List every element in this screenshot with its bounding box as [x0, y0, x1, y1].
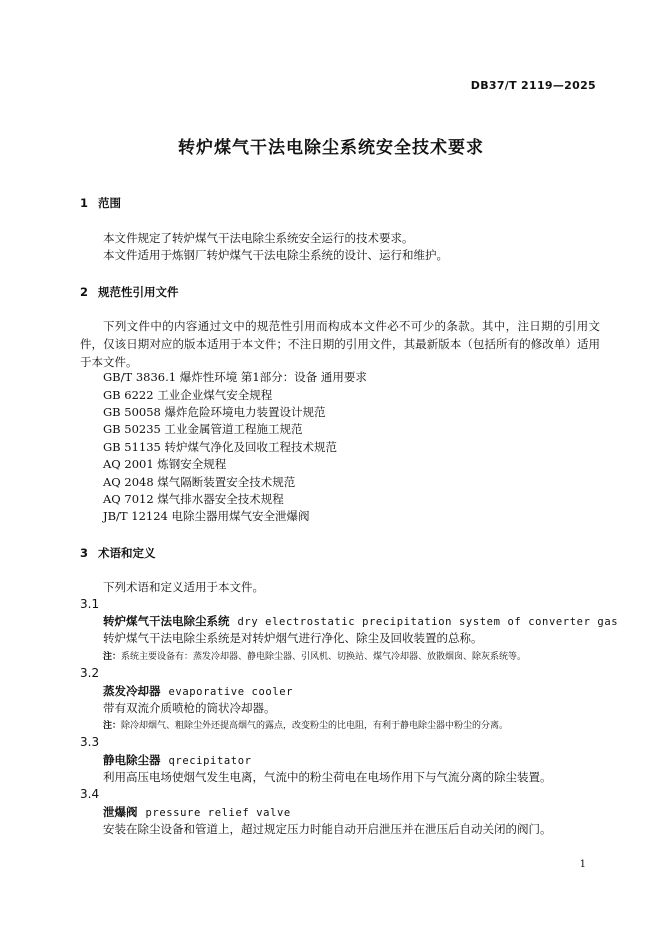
section-1-heading: [80, 195, 121, 211]
section-title: 规范性引用文件: [98, 285, 179, 299]
term-definition: 转炉煤气干法电除尘系统是对转炉烟气进行净化、除尘及回收装置的总称。: [103, 631, 483, 645]
term-chinese: 转炉煤气干法电除尘系统: [103, 614, 230, 628]
reference-item: GB/T 3836.1 爆炸性环境 第1部分：设备 通用要求: [103, 370, 367, 384]
term-english: evaporative cooler: [168, 686, 294, 698]
term-chinese: 蒸发冷却器: [103, 684, 161, 698]
term-entry: [103, 752, 252, 768]
section-title: 术语和定义: [98, 546, 156, 560]
reference-item: GB 50058 爆炸危险环境电力装置设计规范: [103, 405, 326, 419]
note-text: 除冷却烟气、粗除尘外还提高烟气的露点，改变粉尘的比电阻，有利于静电除尘器中粉尘的分离。: [121, 721, 509, 731]
term-english: dry electrostatic precipitation system of converter gas: [237, 616, 619, 628]
reference-item: AQ 2048 煤气隔断装置安全技术规范: [103, 475, 296, 489]
paragraph: 本文件适用于炼钢厂转炉煤气干法电除尘系统的设计、运行和维护。: [103, 248, 448, 262]
term-chinese: 静电除尘器: [103, 753, 161, 767]
reference-item: AQ 7012 煤气排水器安全技术规程: [103, 492, 284, 506]
paragraph: 下列术语和定义适用于本文件。: [103, 580, 264, 594]
term-number: 3.2: [80, 666, 100, 680]
term-number: 3.3: [80, 735, 100, 749]
section-number: 1: [80, 196, 89, 210]
section-number: 2: [80, 285, 89, 299]
term-chinese: 泄爆阀: [103, 805, 138, 819]
term-number: 3.1: [80, 597, 100, 611]
standard-number: DB37/T 2119—2025: [470, 79, 596, 92]
section-title: 范围: [98, 196, 121, 210]
reference-item: JB/T 12124 电除尘器用煤气安全泄爆阀: [103, 509, 310, 523]
page-number: 1: [579, 859, 586, 870]
term-entry: [103, 804, 291, 820]
reference-item: AQ 2001 炼钢安全规程: [103, 457, 227, 471]
term-entry: [103, 613, 618, 629]
term-number: 3.4: [80, 787, 100, 801]
reference-item: GB 6222 工业企业煤气安全规程: [103, 388, 273, 402]
term-note: [103, 718, 508, 731]
reference-item: GB 50235 工业金属管道工程施工规范: [103, 422, 303, 436]
term-definition: 带有双流介质喷枪的筒状冷却器。: [103, 701, 276, 715]
document-title: 转炉煤气干法电除尘系统安全技术要求: [178, 138, 484, 158]
term-note: [103, 649, 526, 662]
term-definition: 利用高压电场使烟气发生电离，气流中的粉尘荷电在电场作用下与气流分离的除尘装置。: [103, 770, 552, 784]
term-english: qrecipitator: [168, 755, 252, 767]
section-number: 3: [80, 546, 89, 560]
note-label: 注：: [103, 652, 122, 662]
section-2-heading: [80, 284, 179, 300]
term-definition: 安装在除尘设备和管道上，超过规定压力时能自动开启泄压并在泄压后自动关闭的阀门。: [103, 822, 552, 836]
normative-intro-paragraph: 下列文件中的内容通过文中的规范性引用而构成本文件必不可少的条款。其中，注日期的引用文件，仅该日期对应的版本适用于本文件；不注日期的引用文件，其最新版本（包括所有的修改单）适用于本文件。: [80, 319, 600, 369]
note-text: 系统主要设备有：蒸发冷却器、静电除尘器、引风机、切换站、煤气冷却器、放散烟囱、除灰系统等。: [121, 652, 527, 662]
section-3-heading: [80, 545, 156, 561]
term-entry: [103, 683, 293, 699]
paragraph: 本文件规定了转炉煤气干法电除尘系统安全运行的技术要求。: [103, 231, 414, 245]
term-english: pressure relief valve: [145, 807, 291, 819]
reference-item: GB 51135 转炉煤气净化及回收工程技术规范: [103, 440, 338, 454]
note-label: 注：: [103, 721, 122, 731]
